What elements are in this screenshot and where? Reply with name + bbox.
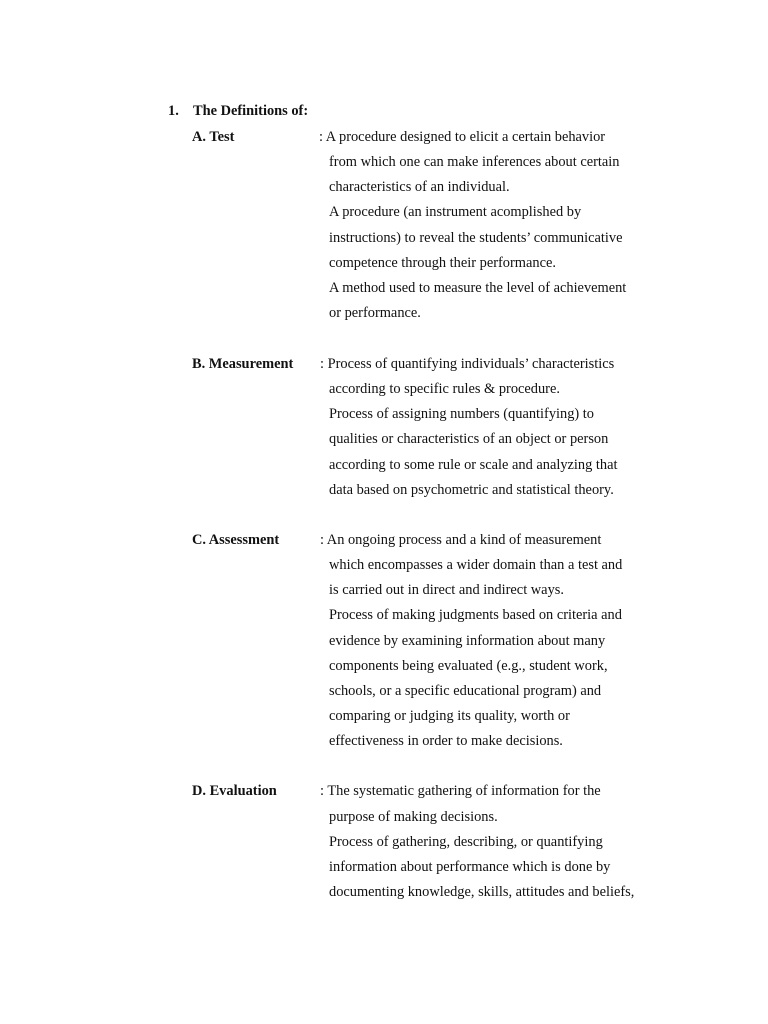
term-measurement: B. Measurement	[192, 356, 294, 372]
definition-line: from which one can make inferences about certain	[329, 154, 620, 170]
definition-line: data based on psychometric and statistical theory.	[329, 482, 614, 498]
definition-line: documenting knowledge, skills, attitudes and beliefs,	[329, 884, 635, 900]
definition-line: A procedure (an instrument acomplished by	[329, 204, 582, 220]
definition-line: schools, or a specific educational program) and	[329, 683, 602, 699]
definition-line: : A procedure designed to elicit a certain behavior	[319, 129, 606, 145]
definition-line: Process of assigning numbers (quantifying) to	[329, 406, 594, 422]
term-assessment: C. Assessment	[192, 532, 280, 548]
definition-line: : The systematic gathering of information for the	[320, 783, 601, 799]
heading-title: The Definitions of:	[193, 103, 309, 119]
definition-line: or performance.	[329, 305, 421, 321]
definition-line: effectiveness in order to make decisions.	[329, 733, 563, 749]
definition-line: according to some rule or scale and analyzing that	[329, 457, 618, 473]
term-test: A. Test	[192, 129, 235, 145]
definition-line: instructions) to reveal the students’ communicative	[329, 230, 623, 246]
definition-line: : An ongoing process and a kind of measurement	[320, 532, 602, 548]
definition-line: Process of gathering, describing, or quantifying	[329, 834, 603, 850]
definition-line: qualities or characteristics of an object or person	[329, 431, 609, 447]
definition-line: evidence by examining information about many	[329, 633, 606, 649]
term-evaluation: D. Evaluation	[192, 783, 277, 799]
definition-line: competence through their performance.	[329, 255, 556, 271]
section-heading	[168, 102, 308, 120]
definition-line: : Process of quantifying individuals’ characteristics	[320, 356, 615, 372]
definition-line: Process of making judgments based on criteria and	[329, 607, 622, 623]
definition-line: components being evaluated (e.g., student work,	[329, 658, 608, 674]
definition-line: information about performance which is done by	[329, 859, 611, 875]
definition-line: comparing or judging its quality, worth or	[329, 708, 570, 724]
definition-line: is carried out in direct and indirect ways.	[329, 582, 564, 598]
definition-line: A method used to measure the level of achievement	[329, 280, 627, 296]
definition-line: characteristics of an individual.	[329, 179, 510, 195]
heading-number: 1.	[168, 103, 179, 119]
definition-line: purpose of making decisions.	[329, 809, 498, 825]
definition-line: which encompasses a wider domain than a test and	[329, 557, 623, 573]
definition-line: according to specific rules & procedure.	[329, 381, 560, 397]
